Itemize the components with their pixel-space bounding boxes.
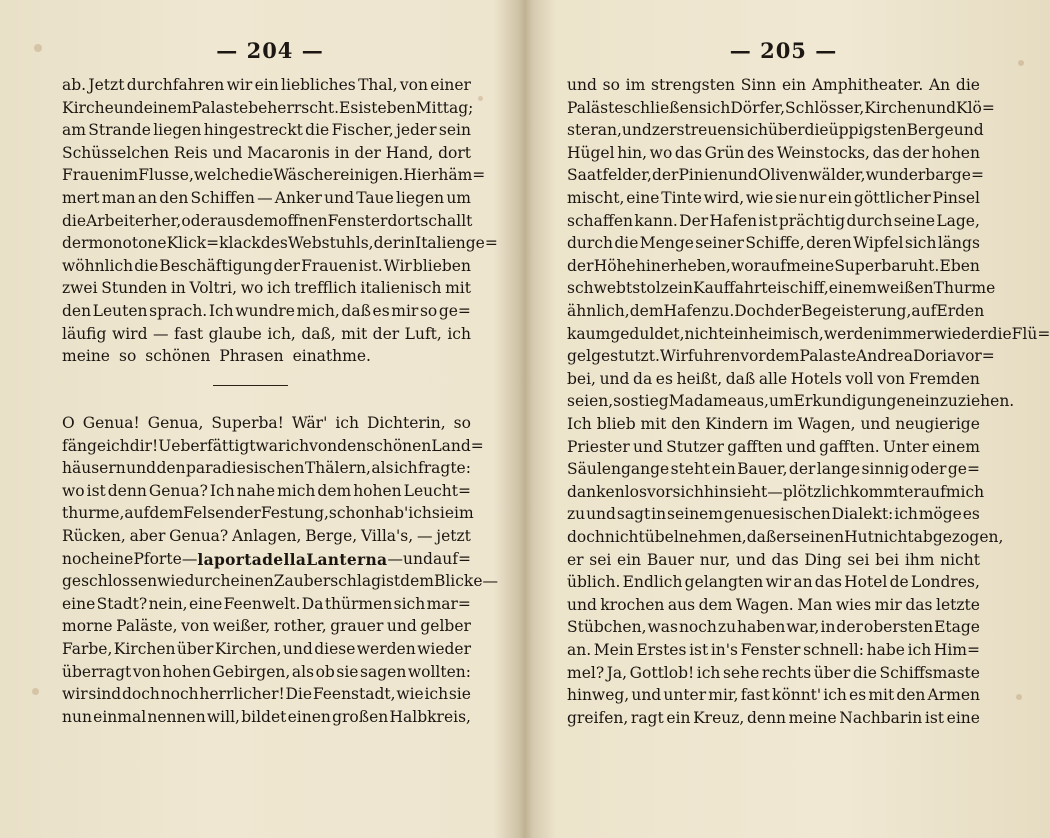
text-line: eine Stadt? nein, eine Feenwelt. Da thürmen sich mar=: [62, 594, 471, 613]
text-line: Rücken, aber Genua? Anlagen, Berge, Villa's, — jetzt: [62, 527, 471, 545]
text-line: doch nicht übel nehmen, daß er seinen Hut nicht abgezogen,: [567, 528, 1004, 546]
text-line: seien, so stieg Madame aus, um Erkundigungen einzuziehen.: [567, 392, 1015, 411]
text-line: wo ist denn Genua? Ich nahe mich dem hohen Leucht=: [62, 481, 471, 500]
text-line: nun einmal nennen will, bildet einen großen Halbkreis,: [62, 707, 471, 726]
text-line: am Strande liegen hingestreckt die Fischer, jeder sein: [62, 121, 471, 140]
text-line: dankenlos vor sich hinsieht — plötzlich kommt er auf mich: [567, 482, 985, 501]
text-line: ab. Jetzt durchfahren wir ein liebliches Thal, von einer: [62, 76, 471, 94]
text-line: und krochen aus dem Wagen. Man wies mir das letzte: [567, 595, 980, 614]
text-line: überragt von hohen Gebirgen, als ob sie sagen wollten:: [62, 662, 471, 681]
text-line: ster an, und zerstreuen sich über die üppigsten Berge und: [567, 121, 984, 140]
text-line: zu und sagt in seinem genuesischen Dialekt: ich möge es: [567, 505, 980, 524]
text-line: noch eine Pforte — la porta della Lanterna — und auf=: [62, 549, 471, 569]
text-line: den Leuten sprach. Ich wundre mich, daß es mir so ge=: [62, 302, 471, 320]
text-line: läufig wird — fast glaube ich, daß, mit der Luft, ich: [62, 324, 471, 343]
text-line: thurme, auf dem Felsen der Festung, schon hab' ich sie im: [62, 504, 474, 523]
text-line: gel gestutzt. Wir fuhren vor dem Palaste Andrea Doria vor=: [567, 347, 995, 366]
text-line: Säulengange steht ein Bauer, der lange sinnig oder ge=: [567, 460, 980, 479]
text-line: häusern und den paradiesischen Thälern, als ich fragte:: [62, 459, 471, 478]
text-line: ähnlich, dem Hafen zu. Doch der Begeisterung, auf Erden: [567, 302, 985, 320]
text-line: schwebt stolz ein Kauffahrteischiff, einem weißen Thurme: [567, 279, 996, 298]
text-line: der monotone Klick=klack des Webstuhls, der inItalien ge=: [62, 234, 498, 253]
text-line: Hügel hin, wo das Grün des Weinstocks, das der hohen: [567, 143, 980, 162]
text-line: meine so schönen Phrasen einathme.: [62, 347, 371, 366]
text-line: Priester und Stutzer gafften und gafften. Unter einem: [567, 437, 980, 456]
text-line: der Höhe hin erheben, worauf meine Superba ruht. Eben: [567, 256, 980, 275]
text-line: durch die Menge seiner Schiffe, deren Wipfel sich längs: [567, 234, 980, 253]
text-line: wöhnlich die Beschäftigung der Frauen ist. Wir blieben: [62, 256, 471, 275]
text-line: und so im strengsten Sinn ein Amphitheater. An die: [567, 76, 980, 94]
text-line: Stübchen, was noch zu haben war, in der obersten Etage: [567, 618, 980, 637]
section-divider: [213, 385, 288, 386]
text-line: mert man an den Schiffen — Anker und Taue liegen um: [62, 189, 471, 207]
text-line: die Arbeiter her, oder aus dem offnen Fenster dort schallt: [62, 211, 473, 230]
right-page: [525, 0, 1050, 838]
text-line: üblich. Endlich gelangten wir an das Hotel de Londres,: [567, 573, 980, 592]
text-line: hinweg, und unter mir, fast könnt' ich es mit den Armen: [567, 686, 980, 705]
text-line: Schüsselchen Reis und Macaronis in der Hand, dort: [62, 143, 471, 162]
text-line: fänge ich dir! Ueberfättigt war ich von den schönen Land=: [62, 436, 484, 455]
text-line: greifen, ragt ein Kreuz, denn meine Nachbarin ist eine: [567, 708, 980, 727]
text-line: Frauen im Flusse, welche die Wäsche reinigen. Hier häm=: [62, 166, 486, 185]
text-line: er sei ein Bauer nur, und das Ding sei bei ihm nicht: [567, 550, 980, 569]
text-line: an. Mein Erstes ist in's Fenster schnell: habe ich Him=: [567, 641, 980, 659]
text-line: mel? Ja, Gottlob! ich sehe rechts über die Schiffsmaste: [567, 663, 980, 682]
text-line: Paläste schließen sich Dörfer, Schlösser, Kirchen und Klö=: [567, 98, 995, 117]
text-line: Ich blieb mit den Kindern im Wagen, und neugierige: [567, 415, 980, 433]
text-line: mischt, eine Tinte wird, wie sie nur ein göttlicher Pinsel: [567, 189, 980, 207]
left-page: [0, 0, 520, 838]
page-number: — 205 —: [729, 38, 838, 63]
text-line: wir sind doch noch herrlicher! Die Feenstadt, wie ich sie: [62, 685, 471, 704]
text-line: O Genua! Genua, Superba! Wär' ich Dichterin, so: [62, 414, 471, 432]
text-line: zwei Stunden in Voltri, wo ich trefflich italienisch mit: [62, 279, 471, 298]
text-line: Farbe, Kirchen über Kirchen, und diese werden wieder: [62, 640, 471, 658]
text-line: bei, und da es heißt, daß alle Hotels voll von Fremden: [567, 369, 980, 388]
text-line: Saatfelder, der Pinien und Olivenwälder, wunderbar ge=: [567, 166, 984, 185]
text-line: Kirche und einem Palaste beherrscht. Es ist eben Mittag;: [62, 98, 474, 117]
page-number: — 204 —: [216, 38, 324, 63]
text-line: geschlossen wie durch einen Zauberschlag ist dem Blicke —: [62, 572, 498, 591]
text-line: schaffen kann. Der Hafen ist prächtig durch seine Lage,: [567, 211, 980, 230]
text-line: morne Paläste, von weißer, rother, grauer und gelber: [62, 617, 471, 636]
text-line: kaum geduldet, nicht einheimisch, werden immer wieder die Flü=: [567, 324, 1050, 343]
